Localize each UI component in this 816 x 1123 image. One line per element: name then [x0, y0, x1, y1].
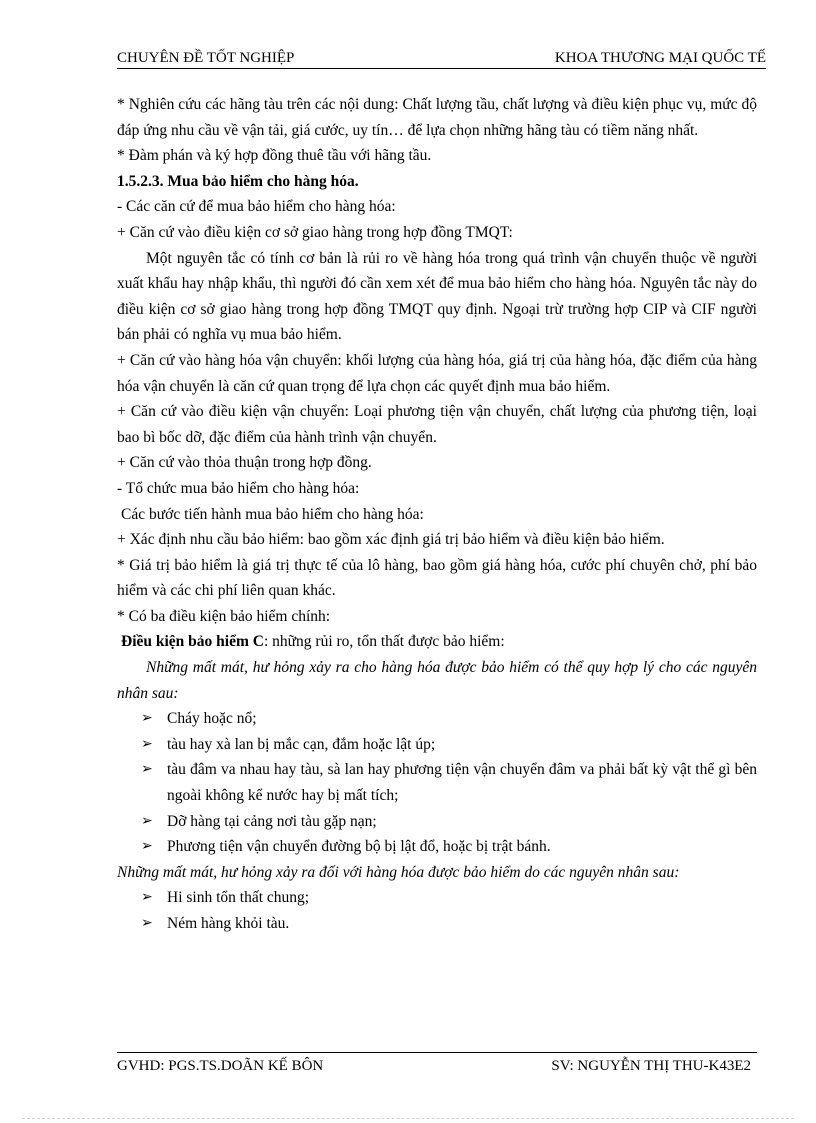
paragraph-insurance-bases: - Các căn cứ để mua bảo hiểm cho hàng hóa:: [117, 198, 396, 216]
paragraph-condition-c: [117, 629, 757, 655]
list-item: ➢ Ném hàng khỏi tàu.: [141, 911, 757, 937]
arrow-bullet-icon: ➢: [141, 839, 153, 855]
arrow-bullet-icon: ➢: [141, 711, 153, 727]
paragraph-delivery-terms: + Căn cứ vào điều kiện cơ sở giao hàng trong hợp đồng TMQT:: [117, 223, 513, 241]
paragraph-three-conditions: * Có ba điều kiện bảo hiểm chính:: [117, 607, 331, 625]
footer-student: SV: NGUYỄN THỊ THU-K43E2: [551, 1058, 751, 1074]
header-right-title: KHOA THƯƠNG MẠI QUỐC TẾ: [554, 50, 766, 66]
footer-advisor: GVHD: PGS.TS.DOÃN KẾ BÔN: [117, 1058, 324, 1074]
paragraph-determine-needs: + Xác định nhu cầu bảo hiểm: bao gồm xác định giá trị bảo hiểm và điều kiện bảo hiểm.: [117, 531, 665, 549]
paragraph-negotiation: * Đàm phán và ký hợp đồng thuê tầu với hãng tầu.: [117, 147, 432, 165]
cause-list-2: [117, 885, 757, 936]
header-left-title: CHUYÊN ĐỀ TỐT NGHIỆP: [117, 50, 295, 66]
paragraph-organize-insurance: - Tổ chức mua bảo hiểm cho hàng hóa:: [117, 479, 360, 497]
cause-list: [117, 706, 757, 860]
arrow-bullet-icon: ➢: [141, 762, 153, 778]
list-item: ➢ tàu hay xà lan bị mắc cạn, đắm hoặc lật úp;: [141, 732, 757, 758]
paragraph-other-losses: Những mất mát, hư hỏng xảy ra đối với hàng hóa được bảo hiểm do các nguyên nhân sau:: [117, 863, 680, 881]
arrow-bullet-icon: ➢: [141, 736, 153, 752]
page-bottom-edge: [22, 1118, 794, 1119]
list-item: ➢ tàu đâm va nhau hay tàu, sà lan hay phương tiện vận chuyển đâm va phải bất kỳ vật thể gì bên ngoài không kể nước hay bị mất tích;: [141, 757, 757, 808]
page-footer: [117, 1052, 757, 1075]
paragraph-insured-value: * Giá trị bảo hiểm là giá trị thực tế của lô hàng, bao gồm giá hàng hóa, cước phí chuyên chở, phí bảo hiểm và các chi phí liên quan khác.: [117, 556, 757, 600]
condition-c-label: Điều kiện bảo hiểm C: [121, 633, 264, 651]
paragraph-shipping-research: * Nghiên cứu các hãng tàu trên các nội dung: Chất lượng tầu, chất lượng và điều kiện phục vụ, mức độ đáp ứng nhu cầu về vận tải, giá cước, uy tín… để lựa chọn những hãng tàu có tiềm năng nhất.: [117, 96, 757, 139]
section-heading: 1.5.2.3. Mua bảo hiểm cho hàng hóa.: [117, 172, 359, 190]
list-item: ➢ Hi sinh tổn thất chung;: [141, 885, 757, 911]
paragraph-goods-basis: + Căn cứ vào hàng hóa vận chuyển: khối lượng của hàng hóa, giá trị của hàng hóa, đặc điểm của hàng hóa vận chuyển là căn cứ quan trọng để lựa chọn các quyết định mua bảo hiểm.: [117, 351, 757, 395]
paragraph-transport-basis: + Căn cứ vào điều kiện vận chuyển: Loại phương tiện vận chuyển, chất lượng của phương tiện, loại bao bì bốc dỡ, đặc điểm của hành trình vận chuyển.: [117, 403, 757, 446]
paragraph-losses-causes: Những mất mát, hư hỏng xảy ra cho hàng hóa được bảo hiểm có thể quy hợp lý cho các nguyên nhân sau:: [117, 659, 757, 702]
document-body: [117, 92, 757, 937]
paragraph-steps: Các bước tiến hành mua bảo hiểm cho hàng hóa:: [121, 505, 424, 523]
list-item: ➢ Phương tiện vận chuyển đường bộ bị lật đổ, hoặc bị trật bánh.: [141, 834, 757, 860]
page-header: [117, 48, 766, 69]
paragraph-basic-principle: Một nguyên tắc có tính cơ bản là rủi ro về hàng hóa trong quá trình vận chuyển thuộc về người xuất khẩu hay nhập khẩu, thì người đó cần xem xét để mua bảo hiểm cho hàng hóa. Nguyên tắc này do điều kiện cơ sở giao hàng trong hợp đồng TMQT quy định. Ngoại trừ trường hợp CIP và CIF người bán phải có nghĩa vụ mua bảo hiểm.: [117, 249, 757, 344]
arrow-bullet-icon: ➢: [141, 916, 153, 931]
condition-c-text: : những rủi ro, tổn thất được bảo hiểm:: [263, 633, 505, 651]
arrow-bullet-icon: ➢: [141, 813, 153, 829]
list-item: ➢ Cháy hoặc nổ;: [141, 706, 757, 732]
list-item: ➢ Dỡ hàng tại cảng nơi tàu gặp nạn;: [141, 809, 757, 835]
arrow-bullet-icon: ➢: [141, 890, 153, 906]
paragraph-contract-basis: + Căn cứ vào thỏa thuận trong hợp đồng.: [117, 454, 372, 472]
